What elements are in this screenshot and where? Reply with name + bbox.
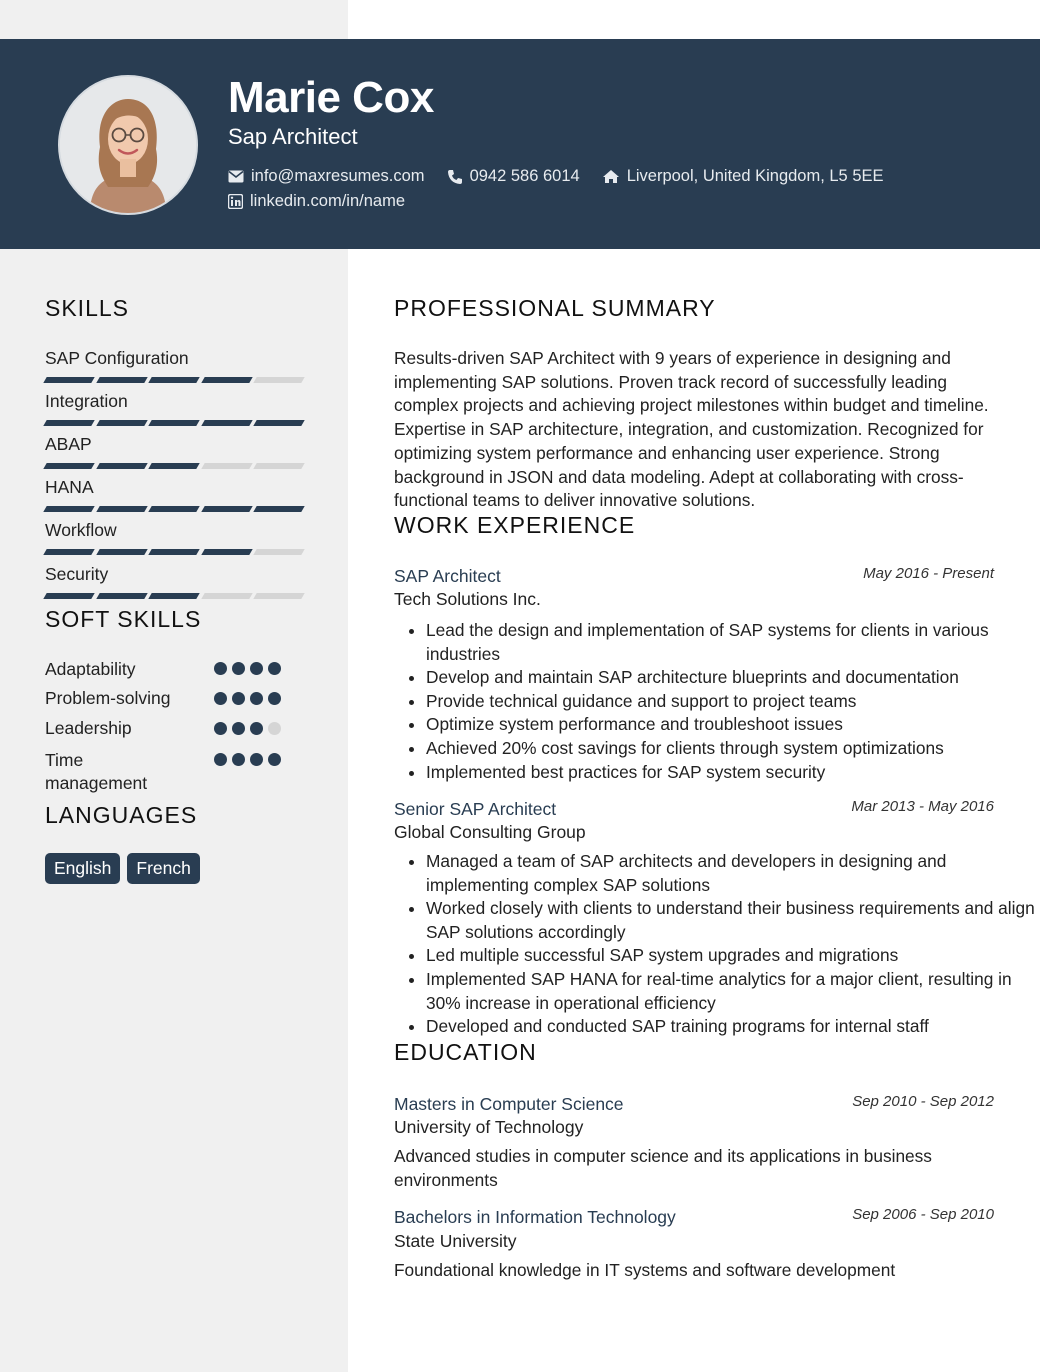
skill-level-segment (96, 593, 147, 599)
skill-level-segment (201, 463, 252, 469)
rating-dot (250, 692, 263, 705)
candidate-role: Sap Architect (228, 124, 358, 149)
contact-row-secondary (228, 192, 427, 211)
language-tag-english: English (45, 853, 120, 884)
education-title: EDUCATION (394, 1039, 537, 1065)
phone-contact[interactable] (447, 167, 580, 186)
job-date: Mar 2013 - May 2016 (851, 798, 994, 815)
skill-level-segment (43, 549, 94, 555)
soft-skill-name: Adaptability (45, 659, 136, 679)
email-text: info@maxresumes.com (251, 167, 425, 185)
list-item: • Provide technical guidance and support to project teams (426, 690, 1036, 714)
degree-title: Bachelors in Information Technology (394, 1207, 676, 1227)
rating-dot (250, 662, 263, 675)
list-item: • Develop and maintain SAP architecture blueprints and documentation (426, 666, 1036, 690)
job-bullets (394, 619, 1036, 784)
skill-level-segment (148, 420, 199, 426)
languages-title: LANGUAGES (45, 802, 198, 828)
skill-level-segment (148, 377, 199, 383)
skill-level-segment (201, 377, 252, 383)
skill-level-segment (254, 506, 305, 512)
soft-skill-rating (214, 753, 281, 766)
job-title: SAP Architect (394, 566, 501, 586)
linkedin-text: linkedin.com/in/name (250, 192, 405, 210)
skill-level-segment (43, 593, 94, 599)
skill-level-segment (148, 506, 199, 512)
skill-level-segment (43, 377, 94, 383)
skill-level-segment (148, 549, 199, 555)
list-item: • Optimize system performance and troubleshoot issues (426, 713, 1036, 737)
rating-dot (232, 722, 245, 735)
address-contact (602, 167, 884, 186)
summary-text: Results-driven SAP Architect with 9 years of experience in designing and implementing SAP solutions. Proven track record of successfully leading complex projects and achieving project milestones within budget and timeline. Expertise in SAP architecture, integration, and customization. Recognized for optimizing system performance and enhancing user experience. Strong background in JSON and data modeling. Adept at collaborating with cross-functional teams to deliver innovative solutions. (394, 348, 989, 511)
company-name: Tech Solutions Inc. (394, 589, 541, 609)
skill-name: SAP Configuration (45, 348, 189, 368)
skill-level-segment (254, 549, 305, 555)
soft-skill-rating (214, 722, 281, 735)
rating-dot (232, 692, 245, 705)
soft-skill-rating (214, 662, 281, 675)
skill-level-segment (96, 420, 147, 426)
soft-skill-name: Time management (45, 750, 148, 793)
soft-skill-rating (214, 692, 281, 705)
skill-level-bar (45, 549, 303, 555)
language-tags (45, 853, 200, 884)
experience-title: WORK EXPERIENCE (394, 512, 636, 538)
resume-header (0, 39, 1040, 249)
soft-skill-name: Problem-solving (45, 688, 171, 708)
skill-level-segment (43, 420, 94, 426)
rating-dot (268, 662, 281, 675)
phone-text: 0942 586 6014 (469, 167, 580, 185)
skill-level-segment (201, 593, 252, 599)
rating-dot (232, 662, 245, 675)
skill-level-segment (96, 463, 147, 469)
rating-dot (214, 662, 227, 675)
list-item: • Implemented best practices for SAP system security (426, 761, 1036, 785)
rating-dot (214, 692, 227, 705)
rating-dot (214, 722, 227, 735)
company-name: Global Consulting Group (394, 822, 586, 842)
skill-level-segment (201, 420, 252, 426)
candidate-name: Marie Cox (228, 73, 434, 122)
address-text: Liverpool, United Kingdom, L5 5EE (626, 167, 884, 185)
list-item: • Worked closely with clients to understand their business requirements and align SAP solutions accordingly (426, 897, 1036, 944)
skill-level-bar (45, 420, 303, 426)
linkedin-icon (228, 194, 243, 209)
rating-dot (268, 753, 281, 766)
skill-level-bar (45, 377, 303, 383)
phone-icon (447, 169, 463, 185)
soft-skills-title: SOFT SKILLS (45, 606, 202, 632)
skill-name: HANA (45, 477, 94, 497)
skill-level-bar (45, 593, 303, 599)
rating-dot (268, 692, 281, 705)
envelope-icon (228, 170, 244, 183)
skill-level-segment (43, 506, 94, 512)
skill-level-segment (254, 420, 305, 426)
skill-level-bar (45, 506, 303, 512)
email-contact[interactable] (228, 167, 425, 186)
degree-title: Masters in Computer Science (394, 1094, 624, 1114)
skill-level-segment (96, 506, 147, 512)
list-item: • Led multiple successful SAP system upgrades and migrations (426, 944, 1036, 968)
skill-level-segment (254, 593, 305, 599)
rating-dot (250, 753, 263, 766)
skill-level-segment (201, 506, 252, 512)
soft-skill-name: Leadership (45, 718, 132, 738)
degree-description: Advanced studies in computer science and its applications in business environments (394, 1146, 932, 1190)
skill-level-bar (45, 463, 303, 469)
skill-level-segment (43, 463, 94, 469)
skill-level-segment (96, 377, 147, 383)
list-item: • Lead the design and implementation of SAP systems for clients in various industries (426, 619, 1036, 666)
home-icon (602, 169, 620, 184)
school-name: University of Technology (394, 1117, 584, 1137)
portrait-icon (60, 77, 196, 213)
skill-level-segment (148, 593, 199, 599)
skill-level-segment (148, 463, 199, 469)
skills-title: SKILLS (45, 295, 129, 321)
skill-name: Security (45, 564, 109, 584)
list-item: • Managed a team of SAP architects and developers in designing and implementing complex SAP solutions (426, 850, 1036, 897)
rating-dot (250, 722, 263, 735)
rating-dot (268, 722, 281, 735)
degree-description: Foundational knowledge in IT systems and software development (394, 1260, 896, 1280)
list-item: • Implemented SAP HANA for real-time analytics for a major client, resulting in 30% increase in operational efficiency (426, 968, 1036, 1015)
degree-date: Sep 2006 - Sep 2010 (852, 1206, 994, 1223)
list-item: • Developed and conducted SAP training programs for internal staff (426, 1015, 1036, 1039)
job-title: Senior SAP Architect (394, 799, 557, 819)
skill-level-segment (254, 463, 305, 469)
job-date: May 2016 - Present (863, 565, 994, 582)
school-name: State University (394, 1231, 517, 1251)
summary-title: PROFESSIONAL SUMMARY (394, 295, 716, 321)
language-tag-french: French (127, 853, 199, 884)
rating-dot (232, 753, 245, 766)
contact-row-primary (228, 167, 906, 186)
skill-level-segment (96, 549, 147, 555)
list-item: • Achieved 20% cost savings for clients through system optimizations (426, 737, 1036, 761)
degree-date: Sep 2010 - Sep 2012 (852, 1093, 994, 1110)
job-bullets (394, 850, 1036, 1039)
linkedin-contact[interactable] (228, 192, 405, 211)
skill-name: Workflow (45, 520, 117, 540)
skill-name: Integration (45, 391, 128, 411)
skill-name: ABAP (45, 434, 92, 454)
avatar (58, 75, 198, 215)
rating-dot (214, 753, 227, 766)
skill-level-segment (254, 377, 305, 383)
skill-level-segment (201, 549, 252, 555)
